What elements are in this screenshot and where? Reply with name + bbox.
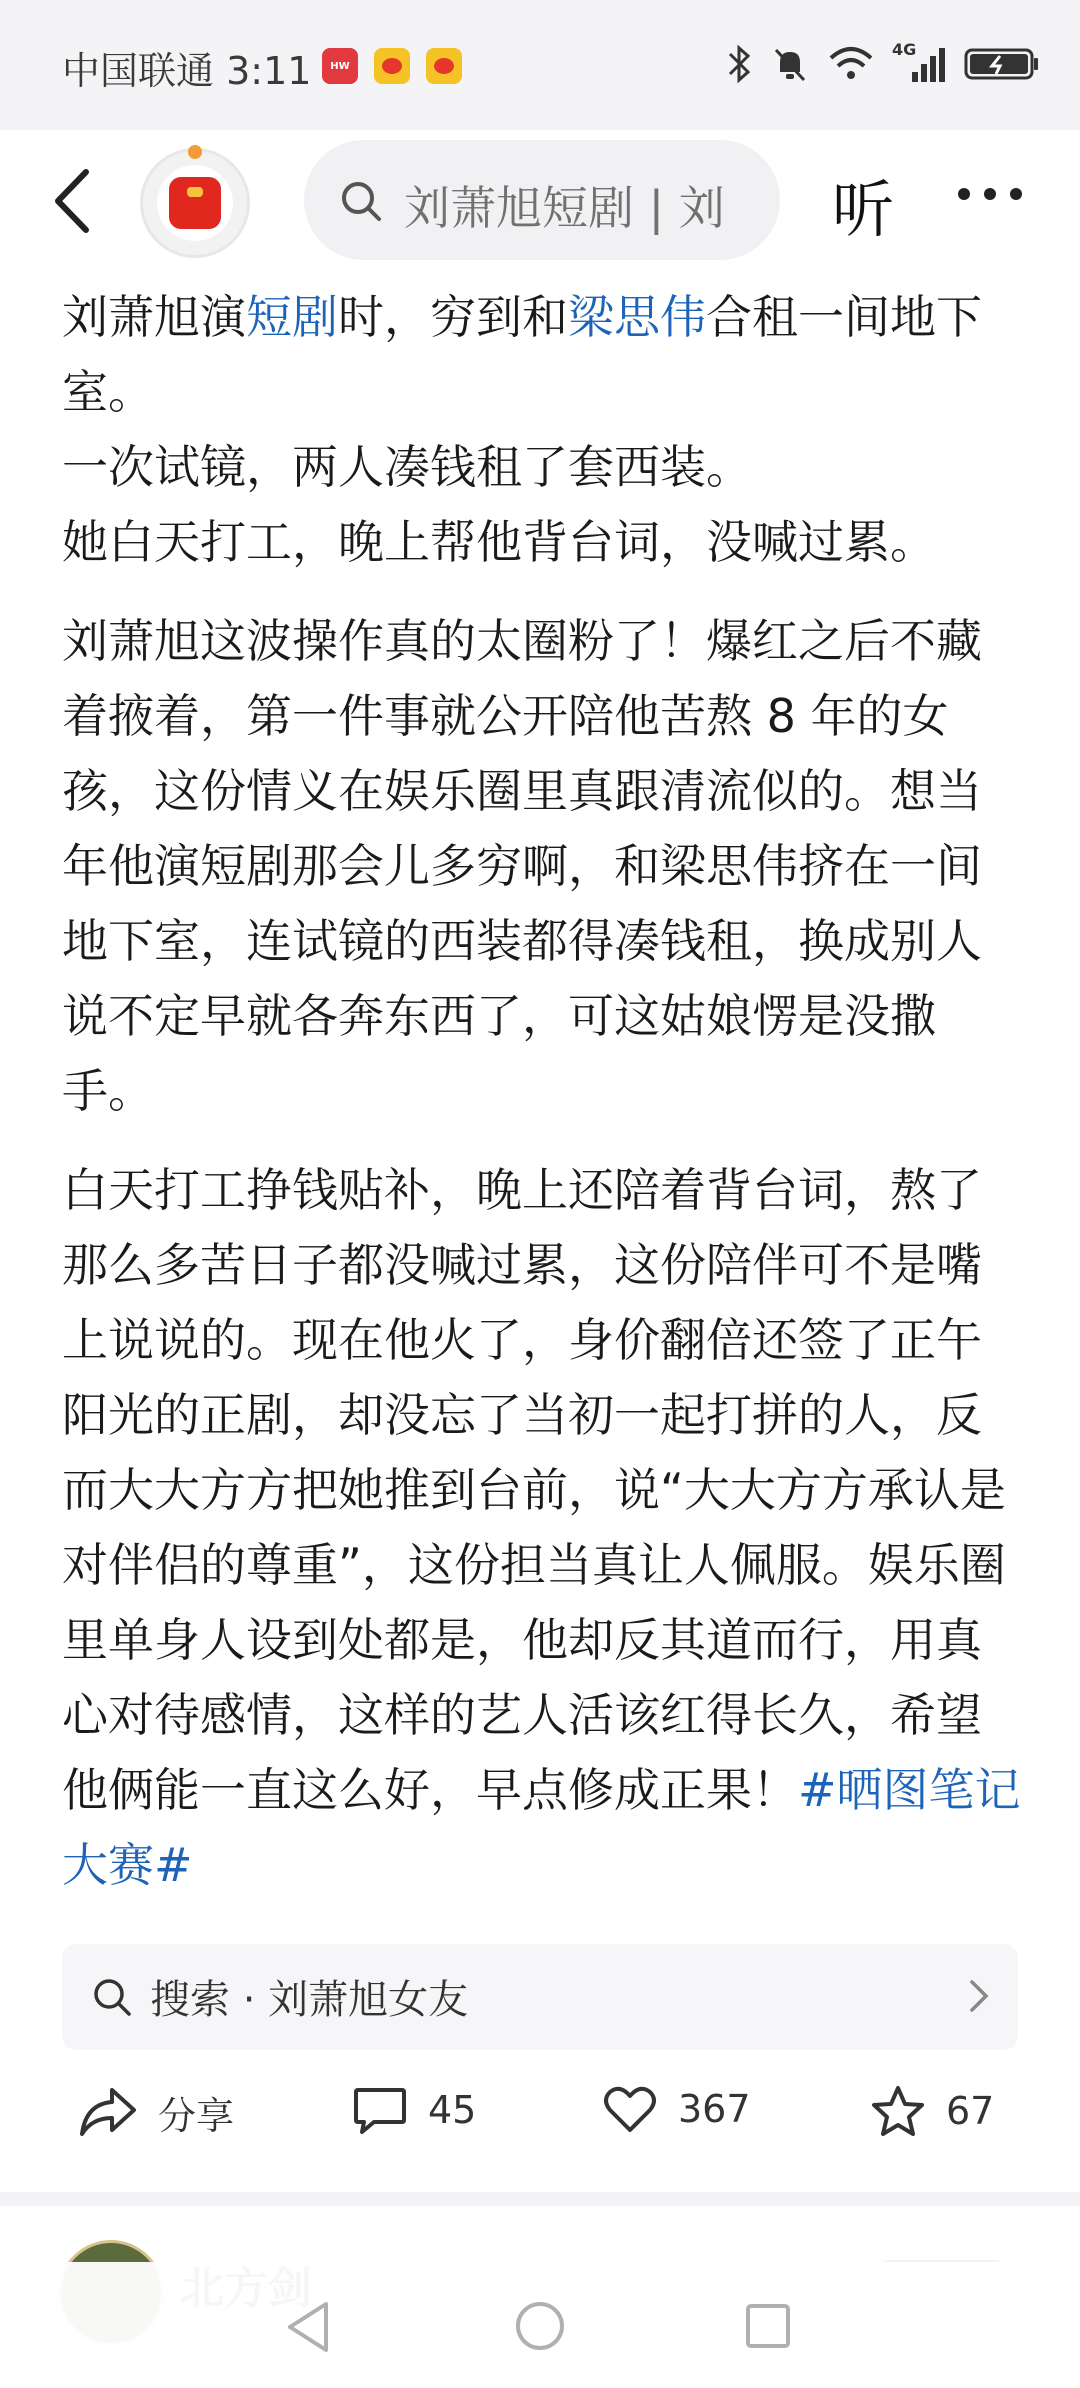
system-navigation-bar <box>0 2262 1080 2388</box>
bluetooth-icon <box>726 44 752 84</box>
article-paragraph-2: 刘萧旭这波操作真的太圈粉了！爆红之后不藏着掖着，第一件事就公开陪他苦熬 8 年的女孩，这份情义在娱乐圈里真跟清流似的。想当年他演短剧那会儿多穷啊，和梁思伟挤在一间地下室，连试镜的西装都得凑钱租，换成别人说不定早就各奔东西了，可这姑娘愣是没撒手。 <box>62 614 982 1118</box>
weibo-icon <box>426 48 462 84</box>
network-type: 4G <box>892 40 917 59</box>
chevron-right-icon <box>968 1978 990 2014</box>
battery-icon <box>964 44 1040 84</box>
related-search-bar[interactable] <box>62 1944 1018 2050</box>
topic-hashtag[interactable]: #晒图笔记大赛# <box>62 1763 1021 1892</box>
status-bar <box>0 0 1080 130</box>
nav-back-icon[interactable] <box>284 2300 334 2354</box>
article-line-3: 她白天打工，晚上帮他背台词，没喊过累。 <box>62 515 936 569</box>
share-label: 分享 <box>158 2093 235 2138</box>
listen-button[interactable]: 听 <box>832 173 895 246</box>
wifi-icon <box>828 44 874 84</box>
carrier-time <box>62 40 311 95</box>
notification-icons <box>322 48 462 84</box>
like-button[interactable] <box>602 2084 751 2134</box>
article-body <box>62 280 1022 1903</box>
carrier-name: 中国联通 <box>62 49 215 93</box>
more-options-icon[interactable] <box>958 188 1022 200</box>
comment-icon <box>352 2084 408 2136</box>
article-paragraph-3: 白天打工挣钱贴补，晚上还陪着背台词，熬了那么多苦日子都没喊过累，这份陪伴可不是嘴上说说的。现在他火了，身价翻倍还签了正午阳光的正剧，却没忘了当初一起打拼的人，反而大大方方把她推到台前，说“大大方方承认是对伴侣的尊重”，这份担当真让人佩服。娱乐圈里单身人设到处都是，他却反其道而行，用真心对待感情，这样的艺人活该红得长久，希望他俩能一直这么好，早点修成正果！#晒图笔记大赛# <box>62 1163 1021 1892</box>
huawei-icon: HW <box>322 48 358 84</box>
article-line-2: 一次试镜，两人凑钱租了套西装。 <box>62 440 752 494</box>
search-icon <box>340 180 382 222</box>
back-icon[interactable] <box>48 166 96 236</box>
share-icon <box>78 2084 138 2140</box>
heart-icon <box>602 2084 658 2134</box>
signal-indicator <box>892 40 946 84</box>
weibo-icon <box>374 48 410 84</box>
avatar[interactable] <box>140 148 250 258</box>
mute-icon <box>770 44 810 84</box>
keyword-link-short-drama[interactable]: 短剧 <box>246 290 338 344</box>
favorite-button[interactable] <box>870 2084 994 2138</box>
system-indicators <box>726 40 1040 84</box>
search-text: 刘萧旭短剧 | 刘 <box>404 181 725 235</box>
nav-recents-icon[interactable] <box>744 2302 792 2350</box>
nav-home-icon[interactable] <box>514 2300 566 2352</box>
article-line-1: 刘萧旭演短剧时，穷到和梁思伟合租一间地下室。 <box>62 290 982 419</box>
share-button[interactable] <box>78 2084 234 2140</box>
search-input[interactable] <box>304 140 780 260</box>
related-search-text: 搜索 · 刘萧旭女友 <box>150 1977 469 2023</box>
star-icon <box>870 2084 926 2138</box>
signal-icon <box>892 44 946 84</box>
clock: 3:11 <box>226 49 312 93</box>
keyword-link-liang-siwei[interactable]: 梁思伟 <box>568 290 706 344</box>
search-icon <box>92 1977 132 2017</box>
like-count: 367 <box>678 2087 751 2131</box>
comment-count: 45 <box>428 2088 477 2132</box>
top-navigation <box>0 130 1080 270</box>
favorite-count: 67 <box>946 2089 995 2133</box>
comment-button[interactable] <box>352 2084 476 2136</box>
section-divider <box>0 2192 1080 2206</box>
post-actions <box>0 2076 1080 2156</box>
